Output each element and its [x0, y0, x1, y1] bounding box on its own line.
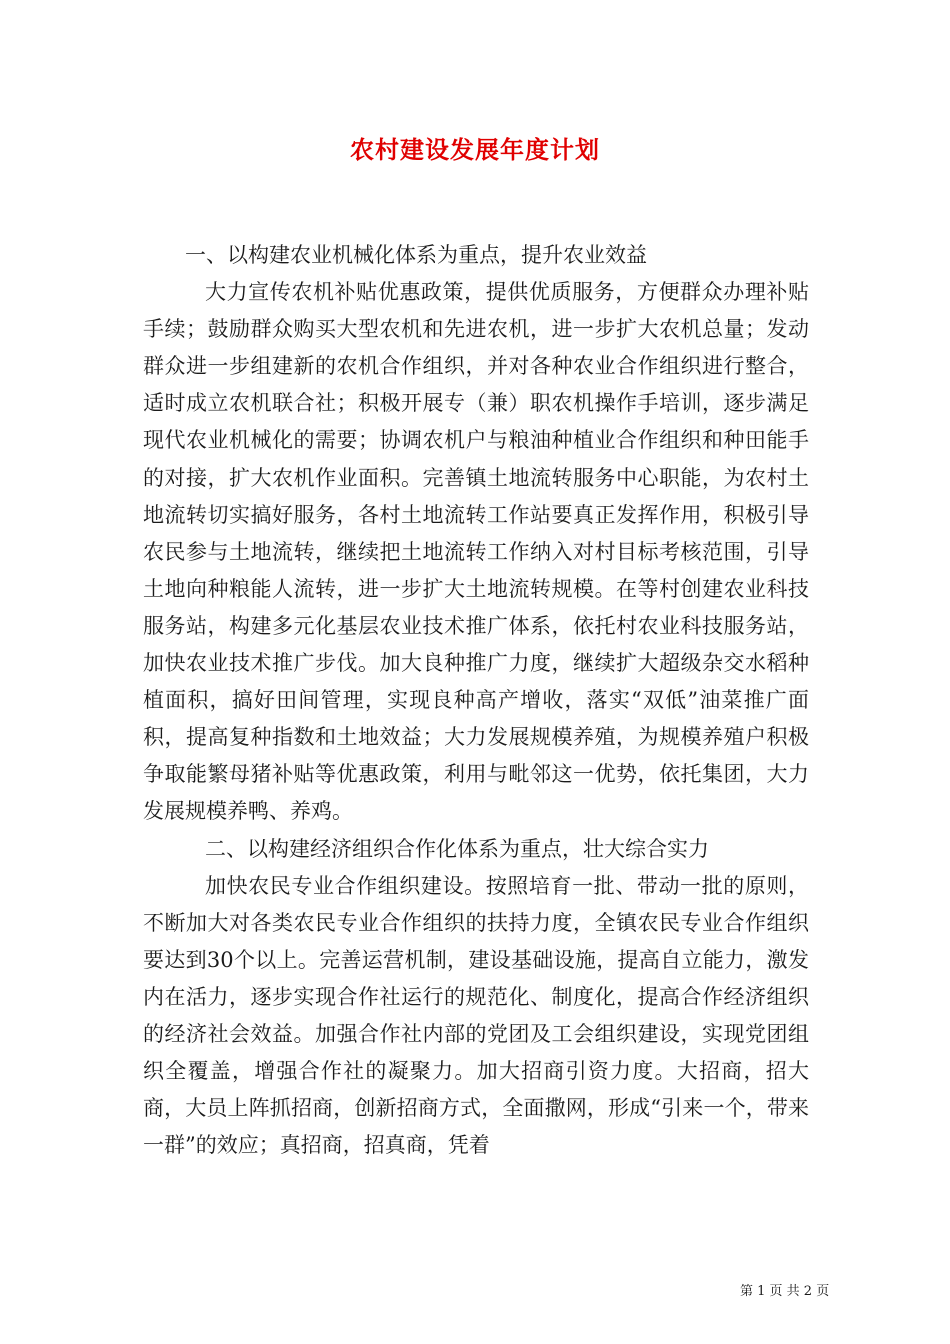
section-paragraph-2: 加快农民专业合作组织建设。按照培育一批、带动一批的原则，不断加大对各类农民专业合作组织的扶持力度，全镇农民专业合作组织要达到30个以上。完善运营机制，建设基础设施，提高自立能力，激发内在活力，逐步实现合作社运行的规范化、制度化，提高合作经济组织的经济社会效益。加强合作社内部的党团及工会组织建设，实现党团组织全覆盖，增强合作社的凝聚力。加大招商引资力度。大招商，招大商，大员上阵抓招商，创新招商方式，全面撒网，形成“引来一个，带来一群”的效应；真招商，招真商，凭着 — [143, 873, 809, 1158]
section-heading-2: 二、以构建经济组织合作化体系为重点，壮大综合实力 — [205, 836, 709, 861]
section-paragraph-1: 大力宣传农机补贴优惠政策，提供优质服务，方便群众办理补贴手续；鼓励群众购买大型农机和先进农机，进一步扩大农机总量；发动群众进一步组建新的农机合作组织，并对各种农业合作组织进行整合，适时成立农机联合社；积极开展专（兼）职农机操作手培训，逐步满足现代农业机械化的需要；协调农机户与粮油种植业合作组织和种田能手的对接，扩大农机作业面积。完善镇土地流转服务中心职能，为农村土地流转切实搞好服务，各村土地流转工作站要真正发挥作用，积极引导农民参与土地流转，继续把土地流转工作纳入对村目标考核范围，引导土地向种粮能人流转，进一步扩大土地流转规模。在等村创建农业科技服务站，构建多元化基层农业技术推广体系，依托村农业科技服务站，加快农业技术推广步伐。加大良种推广力度，继续扩大超级杂交水稻种植面积，搞好田间管理，实现良种高产增收，落实“双低”油菜推广面积，提高复种指数和土地效益；大力发展规模养殖，为规模养殖户积极争取能繁母猪补贴等优惠政策，利用与毗邻这一优势，依托集团，大力发展规模养鸭、养鸡。 — [143, 280, 809, 824]
document-title: 农村建设发展年度计划 — [350, 135, 600, 164]
page-number: 第 1 页 共 2 页 — [740, 1284, 830, 1299]
section-heading-1: 一、以构建农业机械化体系为重点，提升农业效益 — [185, 243, 647, 267]
document-body — [143, 237, 809, 1164]
